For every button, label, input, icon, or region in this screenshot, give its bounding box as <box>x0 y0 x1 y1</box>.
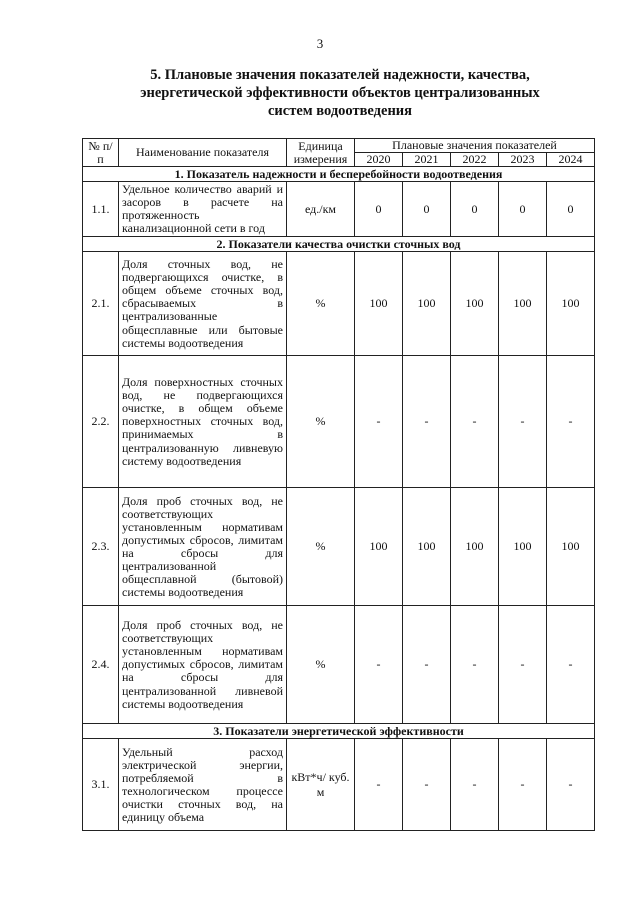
row-number: 2.2. <box>83 356 119 488</box>
value-cell: 0 <box>547 182 595 237</box>
table-row <box>83 356 595 488</box>
section-title: 1. Показатель надежности и бесперебойности водоотведения <box>83 167 595 182</box>
table-row <box>83 182 595 237</box>
value-cell: 100 <box>499 252 547 356</box>
value-cell: - <box>451 356 499 488</box>
row-number: 1.1. <box>83 182 119 237</box>
page-number: 3 <box>316 36 324 51</box>
title-line-2: энергетической эффективности объектов централизованных <box>140 85 540 101</box>
unit-cell: кВт*ч/ куб. м <box>287 739 355 831</box>
value-cell: - <box>547 739 595 831</box>
header-planned: Плановые значения показателей <box>355 139 595 153</box>
value-cell: 0 <box>403 182 451 237</box>
unit-cell: % <box>287 606 355 724</box>
indicator-name: Доля проб сточных вод, не соответствующих установленным нормативам допустимых сбросов, лимитам на сбросы для централизованной общесплавной (бытовой) системы водоотведения <box>119 488 287 606</box>
value-cell: 0 <box>451 182 499 237</box>
row-number: 3.1. <box>83 739 119 831</box>
unit-cell: % <box>287 488 355 606</box>
value-cell: 100 <box>403 252 451 356</box>
indicator-name: Удельное количество аварий и засоров в расчете на протяженность канализационной сети в год <box>119 182 287 237</box>
header-unit: Единица измерения <box>287 139 355 167</box>
value-cell: 100 <box>499 488 547 606</box>
value-cell: 0 <box>499 182 547 237</box>
value-cell: - <box>499 356 547 488</box>
row-number: 2.3. <box>83 488 119 606</box>
title-line-3: систем водоотведения <box>267 103 413 119</box>
indicator-name: Доля поверхностных сточных вод, не подвергающихся очистке, в общем объеме поверхностных сточных вод, принимаемых в централизованную ливневую систему водоотведения <box>119 356 287 488</box>
row-number: 2.4. <box>83 606 119 724</box>
value-cell: - <box>547 356 595 488</box>
value-cell: - <box>355 356 403 488</box>
value-cell: - <box>451 739 499 831</box>
table-row <box>83 252 595 356</box>
value-cell: - <box>451 606 499 724</box>
value-cell: 100 <box>547 252 595 356</box>
value-cell: - <box>355 739 403 831</box>
document-title <box>70 66 610 120</box>
value-cell: - <box>403 356 451 488</box>
section-row <box>83 724 595 739</box>
indicators-table <box>82 138 595 831</box>
row-number: 2.1. <box>83 252 119 356</box>
value-cell: - <box>499 739 547 831</box>
unit-cell: % <box>287 252 355 356</box>
section-title: 3. Показатели энергетической эффективности <box>83 724 595 739</box>
header-year: 2022 <box>451 153 499 167</box>
table-row <box>83 606 595 724</box>
header-num: № п/п <box>83 139 119 167</box>
unit-cell: % <box>287 356 355 488</box>
header-year: 2020 <box>355 153 403 167</box>
title-line-1: 5. Плановые значения показателей надежности, качества, <box>150 67 530 83</box>
value-cell: 100 <box>547 488 595 606</box>
value-cell: 100 <box>403 488 451 606</box>
value-cell: - <box>403 606 451 724</box>
table-body <box>83 167 595 831</box>
value-cell: 100 <box>451 252 499 356</box>
indicator-name: Доля проб сточных вод, не соответствующих установленным нормативам допустимых сбросов, лимитам на сбросы для централизованной ливневой системы водоотведения <box>119 606 287 724</box>
value-cell: 100 <box>451 488 499 606</box>
section-row <box>83 237 595 252</box>
value-cell: 100 <box>355 488 403 606</box>
indicator-name: Доля сточных вод, не подвергающихся очистке, в общем объеме сточных вод, сбрасываемых в централизованные общесплавные или бытовые системы водоотведения <box>119 252 287 356</box>
value-cell: 0 <box>355 182 403 237</box>
header-name: Наименование показателя <box>119 139 287 167</box>
value-cell: - <box>547 606 595 724</box>
header-year: 2023 <box>499 153 547 167</box>
header-year: 2021 <box>403 153 451 167</box>
table-row <box>83 739 595 831</box>
indicator-name: Удельный расход электрической энергии, потребляемой в технологическом процессе очистки сточных вод, на единицу объема <box>119 739 287 831</box>
value-cell: - <box>355 606 403 724</box>
section-row <box>83 167 595 182</box>
value-cell: - <box>403 739 451 831</box>
value-cell: 100 <box>355 252 403 356</box>
section-title: 2. Показатели качества очистки сточных вод <box>83 237 595 252</box>
unit-cell: ед./км <box>287 182 355 237</box>
table-row <box>83 488 595 606</box>
header-year: 2024 <box>547 153 595 167</box>
value-cell: - <box>499 606 547 724</box>
